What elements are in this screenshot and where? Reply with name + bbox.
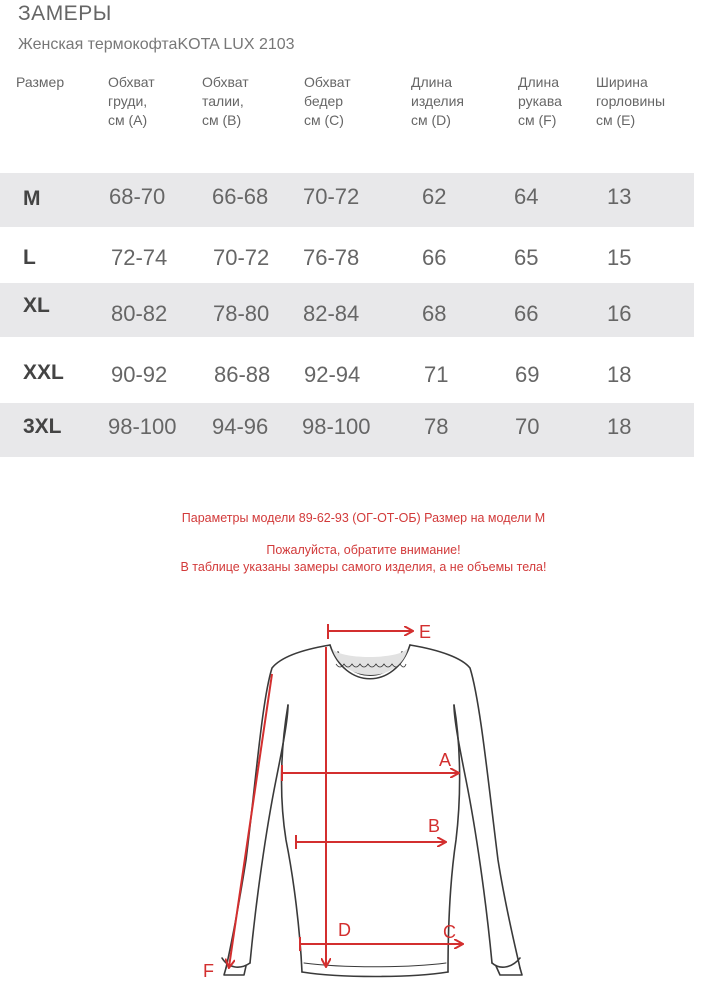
header-length: Длина изделия см (D)	[411, 74, 464, 128]
table-cell: 66	[422, 245, 447, 270]
arrow-f	[229, 674, 272, 967]
table-cell: 64	[514, 184, 539, 209]
header-size: Размер	[16, 74, 65, 90]
table-cell: 70	[515, 414, 540, 439]
table-cell: 72-74	[111, 245, 168, 270]
table-cell: 68	[422, 301, 447, 326]
table-cell: 66	[514, 301, 539, 326]
table-cell: 82-84	[303, 301, 360, 326]
header-neck: Ширина горловины см (E)	[596, 74, 666, 128]
measurement-arrows	[229, 624, 462, 967]
table-cell: 70-72	[213, 245, 270, 270]
table-cell: 62	[422, 184, 447, 209]
header-chest: Обхват груди, см (А)	[108, 74, 155, 128]
size-label: L	[23, 246, 36, 269]
label-b: B	[428, 816, 441, 836]
table-cell: 92-94	[304, 362, 361, 387]
label-a: A	[439, 750, 452, 770]
label-f: F	[203, 961, 214, 981]
table-cell: 69	[515, 362, 540, 387]
header-waist: Обхват талии, см (B)	[202, 74, 249, 128]
table-cell: 90-92	[111, 362, 168, 387]
table-cell: 78	[424, 414, 449, 439]
table-cell: 76-78	[303, 245, 360, 270]
size-label: XL	[23, 294, 50, 317]
table-cell: 68-70	[109, 184, 166, 209]
header-hips: Обхват бедер см (C)	[304, 74, 351, 128]
page-title: ЗАМЕРЫ	[18, 2, 112, 25]
size-label: XXL	[23, 361, 64, 384]
table-cell: 16	[607, 301, 632, 326]
table-cell: 86-88	[214, 362, 271, 387]
table-cell: 65	[514, 245, 539, 270]
measurement-diagram	[0, 600, 727, 1000]
size-label: M	[23, 187, 41, 210]
table-cell: 98-100	[302, 414, 371, 439]
table-cell: 80-82	[111, 301, 168, 326]
product-name: Женская термокофтаKOTA LUX 2103	[18, 36, 295, 53]
table-cell: 66-68	[212, 184, 269, 209]
attention-note: Пожалуйста, обратите внимание!	[266, 543, 461, 557]
table-cell: 70-72	[303, 184, 360, 209]
table-cell: 18	[607, 414, 632, 439]
table-cell: 94-96	[212, 414, 269, 439]
neckline-shading	[332, 648, 408, 675]
size-label: 3XL	[23, 415, 62, 438]
table-cell: 18	[607, 362, 632, 387]
header-sleeve: Длина рукава см (F)	[518, 74, 562, 128]
label-d: D	[338, 920, 351, 940]
shirt-outline	[222, 645, 522, 977]
table-cell: 13	[607, 184, 632, 209]
label-c: C	[443, 922, 456, 942]
label-e: E	[419, 622, 432, 642]
table-cell: 78-80	[213, 301, 270, 326]
table-cell: 71	[424, 362, 449, 387]
table-cell: 98-100	[108, 414, 177, 439]
table-cell: 15	[607, 245, 632, 270]
disclaimer-note: В таблице указаны замеры самого изделия, а не объемы тела!	[180, 560, 547, 574]
model-parameters-note: Параметры модели 89-62-93 (ОГ-ОТ-ОБ) Размер на модели М	[181, 511, 546, 525]
